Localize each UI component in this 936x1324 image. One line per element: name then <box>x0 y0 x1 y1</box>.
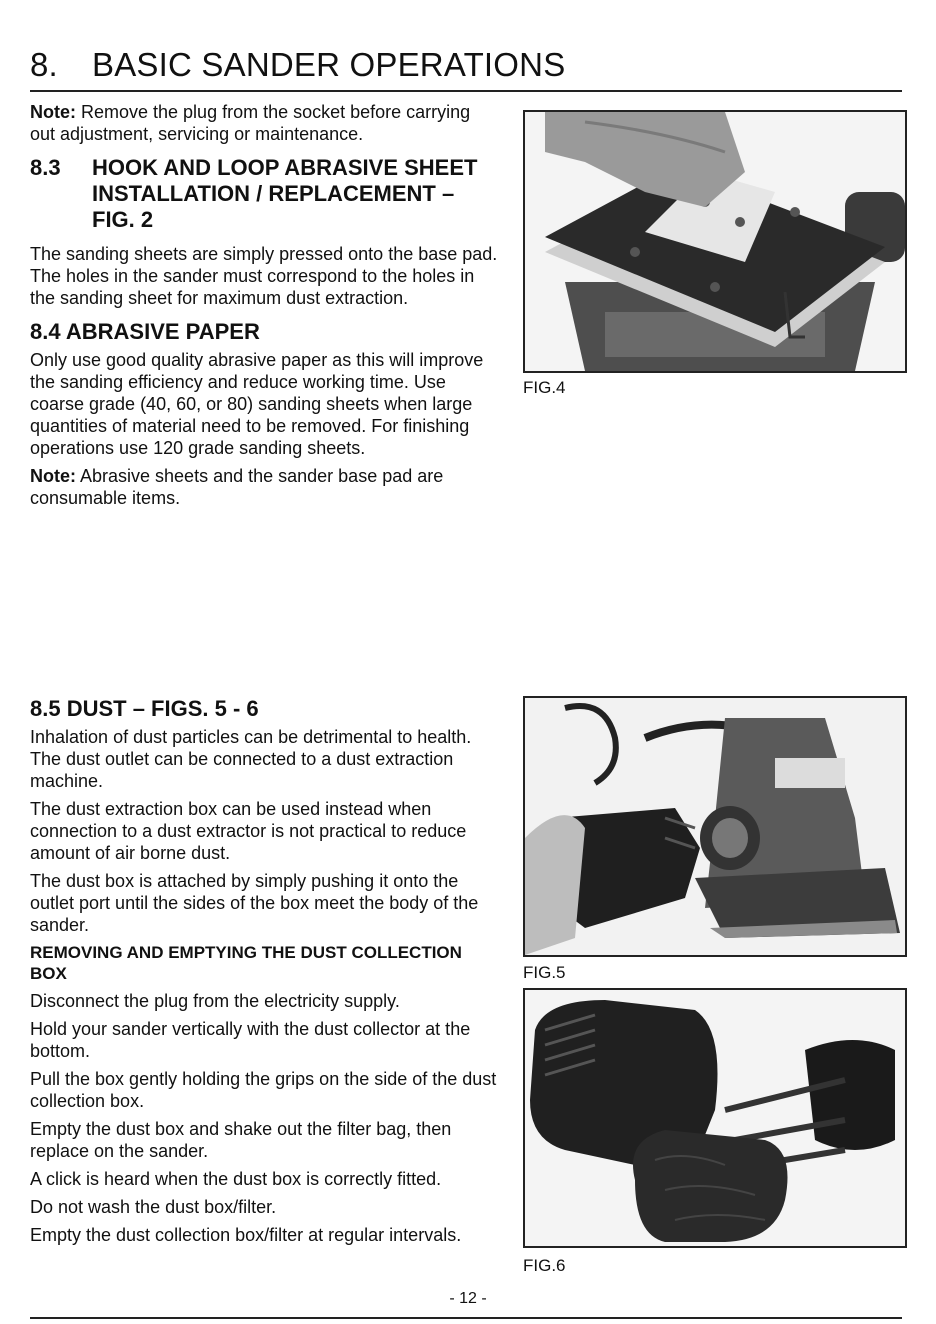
footer-rule <box>30 1317 902 1319</box>
section-8-4-body: Only use good quality abrasive paper as this will improve the sanding efficiency and reduce working time. Use coarse grade (40, 60, or 80) sanding sheets when large quantities of material need to be removed. For finishing operations use 120 grade sanding sheets. <box>30 350 484 458</box>
section-8-5-paragraph: The dust extraction box can be used instead when connection to a dust extractor is not practical to reduce amount of air borne dust. <box>30 799 467 863</box>
note-text: Remove the plug from the socket before carrying out adjustment, servicing or maintenance. <box>30 102 471 144</box>
page-number: - 12 - <box>449 1290 487 1307</box>
section-8-3-body: The sanding sheets are simply pressed onto the base pad. The holes in the sander must correspond to the holes in the sanding sheet for maximum dust extraction. <box>30 244 498 308</box>
dust-box-filter-photo <box>525 990 905 1246</box>
step-item: Do not wash the dust box/filter. <box>30 1197 277 1217</box>
title-rule <box>30 90 902 92</box>
dust-box-subheading: REMOVING AND EMPTYING THE DUST COLLECTION BOX <box>30 943 462 983</box>
figure-6-photo <box>523 988 907 1248</box>
figure-4-caption: FIG.4 <box>523 378 566 397</box>
section-number: 8. <box>30 46 58 83</box>
note-label: Note: <box>30 466 76 486</box>
section-8-3-number: 8.3 <box>30 155 61 180</box>
figure-6-caption: FIG.6 <box>523 1256 566 1275</box>
note-consumables <box>30 465 500 509</box>
step-item: Empty the dust collection box/filter at regular intervals. <box>30 1225 462 1245</box>
page-title <box>30 46 565 84</box>
figure-4-photo <box>523 110 907 373</box>
note-maintenance <box>30 101 500 145</box>
figure-5-caption: FIG.5 <box>523 963 566 982</box>
left-column-bottom <box>30 696 500 1246</box>
step-item: Pull the box gently holding the grips on the side of the dust collection box. <box>30 1069 497 1111</box>
note-text: Abrasive sheets and the sander base pad are consumable items. <box>30 466 444 508</box>
section-8-5-paragraph: The dust box is attached by simply pushing it onto the outlet port until the sides of the box meet the body of the sander. <box>30 871 479 935</box>
dust-box-attach-photo <box>525 698 905 955</box>
step-item: Disconnect the plug from the electricity supply. <box>30 991 400 1011</box>
section-8-5-paragraph: Inhalation of dust particles can be detrimental to health. The dust outlet can be connected to a dust extraction machine. <box>30 727 472 791</box>
section-8-5-heading: 8.5 DUST – FIGS. 5 - 6 <box>30 696 259 721</box>
section-8-4-heading: 8.4 ABRASIVE PAPER <box>30 319 260 344</box>
left-column-top <box>30 101 500 509</box>
section-title: BASIC SANDER OPERATIONS <box>92 46 566 83</box>
step-item: Empty the dust box and shake out the filter bag, then replace on the sander. <box>30 1119 452 1161</box>
sanding-sheet-photo <box>525 112 905 371</box>
figure-5-photo <box>523 696 907 957</box>
section-8-3-title: HOOK AND LOOP ABRASIVE SHEET INSTALLATION / REPLACEMENT – FIG. 2 <box>92 155 478 232</box>
note-label: Note: <box>30 102 76 122</box>
step-item: A click is heard when the dust box is correctly fitted. <box>30 1169 442 1189</box>
section-8-3-heading <box>30 155 500 233</box>
step-item: Hold your sander vertically with the dust collector at the bottom. <box>30 1019 471 1061</box>
